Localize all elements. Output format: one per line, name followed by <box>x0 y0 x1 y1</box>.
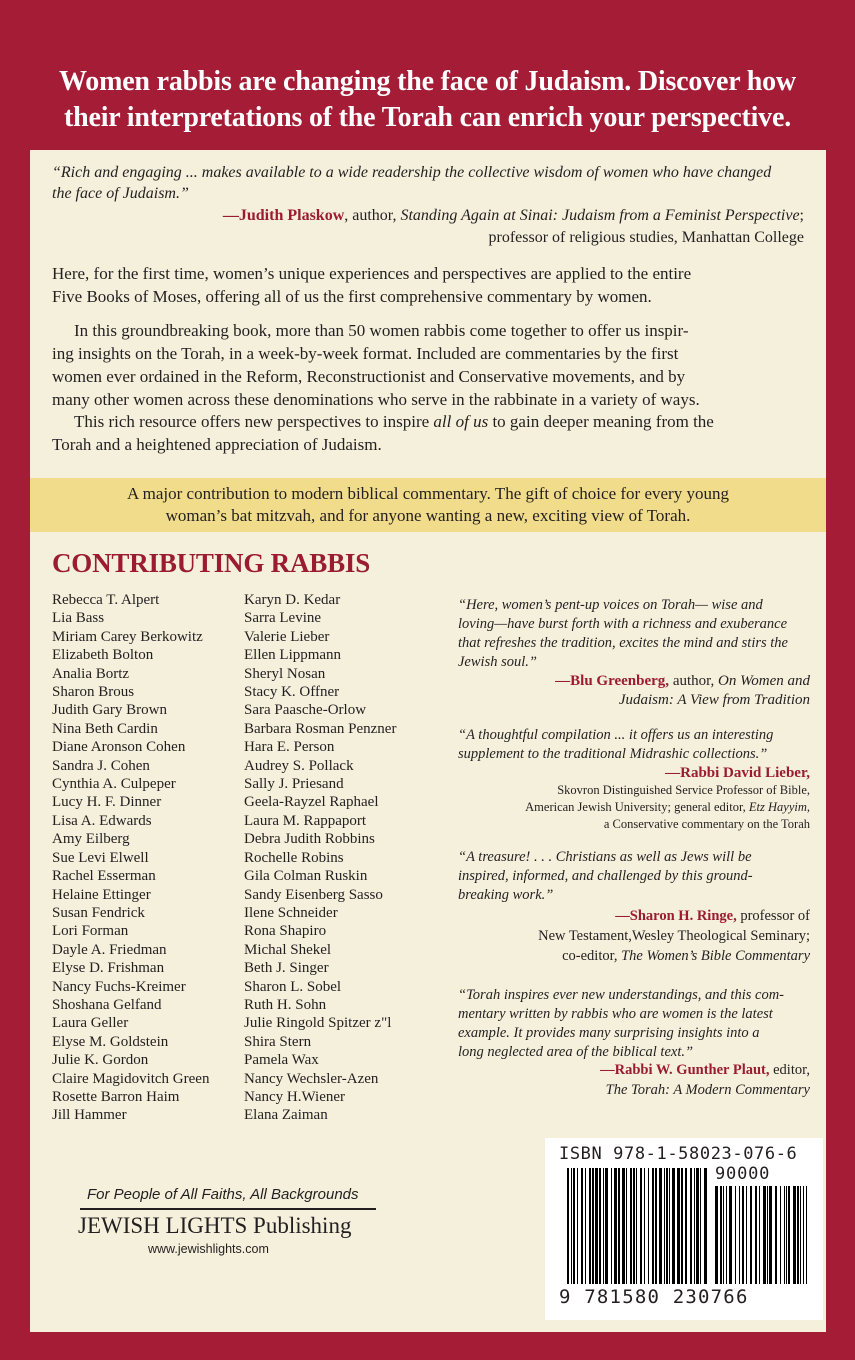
plaut-quote-line: example. It provides many surprising insights into a <box>458 1025 760 1041</box>
greenberg-role: author, <box>669 673 719 689</box>
barcode-stripe <box>694 1168 695 1284</box>
barcode-stripe <box>672 1168 675 1284</box>
contributor-name: Barbara Rosman Penzner <box>244 720 397 737</box>
contributor-name: Susan Fendrick <box>52 904 145 921</box>
headline <box>0 64 855 136</box>
p3-post: to gain deeper meaning from the <box>488 412 714 431</box>
lieber-affiliation-2: American Jewish University; general editor, <box>525 800 749 814</box>
barcode-stripe <box>784 1186 785 1284</box>
publisher-name: JEWISH LIGHTS Publishing <box>78 1213 352 1238</box>
barcode-stripe <box>633 1168 635 1284</box>
ringe-quote-line: “A treasure! . . . Christians as well as Jews will be <box>458 849 752 865</box>
contributor-name: Helaine Ettinger <box>52 886 151 903</box>
plaskow-book-title: Standing Again at Sinai: Judaism from a Feminist Perspective <box>400 207 800 224</box>
lieber-affiliation-3: a Conservative commentary on the Torah <box>603 817 810 831</box>
barcode-stripe <box>788 1186 790 1284</box>
p2-line-2: ing insights on the Torah, in a week-by-week format. Included are commentaries by the first <box>52 344 679 363</box>
contributor-name: Rochelle Robins <box>244 849 344 866</box>
barcode-stripe <box>723 1186 724 1284</box>
contributor-name: Shoshana Gelfand <box>52 996 162 1013</box>
contributor-name: Claire Magidovitch Green <box>52 1070 210 1087</box>
contributor-name: Nina Beth Cardin <box>52 720 158 737</box>
contributor-name: Judith Gary Brown <box>52 702 167 719</box>
barcode-stripe <box>690 1168 692 1284</box>
contributor-name: Laura M. Rappaport <box>244 812 367 829</box>
contributor-name: Rebecca T. Alpert <box>52 592 160 608</box>
description-paragraph-1 <box>52 262 812 308</box>
barcode-stripe <box>664 1168 665 1284</box>
ringe-quote-line: breaking work.” <box>458 887 554 903</box>
contributor-name: Sharon Brous <box>52 684 135 701</box>
ringe-coeditor: co-editor, <box>562 948 622 964</box>
plaut-name: —Rabbi W. Gunther Plaut, <box>600 1062 770 1078</box>
greenberg-quote-line: that refreshes the tradition, excites the mind and stirs the <box>458 635 788 651</box>
contributor-name: Sally J. Priesand <box>244 776 344 793</box>
barcode-stripe <box>775 1186 777 1284</box>
headline-line-1: Women rabbis are changing the face of Judaism. Discover how <box>59 66 796 97</box>
plaut-book-title: The Torah: A Modern Commentary <box>605 1082 810 1098</box>
barcode-stripe <box>797 1186 799 1284</box>
contributor-name: Rachel Esserman <box>52 868 156 885</box>
band-line-2: woman’s bat mitzvah, and for anyone wanting a new, exciting view of Torah. <box>165 506 691 525</box>
barcode-stripe <box>759 1186 760 1284</box>
contributor-name: Dayle A. Friedman <box>52 941 167 958</box>
barcode <box>545 1138 823 1320</box>
barcode-stripe <box>573 1168 575 1284</box>
lieber-quote-line: “A thoughtful compilation ... it offers us an interesting <box>458 727 774 743</box>
contributor-name: Julie Ringold Spitzer z"l <box>244 1015 392 1032</box>
barcode-stripe <box>644 1168 645 1284</box>
price-addon-text: 90000 <box>715 1164 771 1184</box>
ringe-quote-line: inspired, informed, and challenged by this ground- <box>458 868 753 884</box>
barcode-stripe <box>681 1168 683 1284</box>
contributor-name: Amy Eilberg <box>52 831 130 848</box>
contributor-name: Rona Shapiro <box>244 923 327 940</box>
contributor-name: Sarra Levine <box>244 610 322 627</box>
barcode-stripe <box>767 1186 768 1284</box>
p3-line-2: Torah and a heightened appreciation of Judaism. <box>52 435 382 454</box>
lieber-affiliation-1: Skovron Distinguished Service Professor of Bible, <box>557 783 810 797</box>
plaut-quote-line: mentary written by rabbis who are women is the latest <box>458 1006 773 1022</box>
plaut-quote-line: long neglected area of the biblical text.” <box>458 1044 694 1060</box>
barcode-stripe <box>715 1186 718 1284</box>
contributor-name: Lia Bass <box>52 610 105 627</box>
contributor-name: Hara E. Person <box>244 739 335 756</box>
contributor-name: Nancy H.Wiener <box>244 1088 346 1105</box>
barcode-stripe <box>735 1186 736 1284</box>
greenberg-quote-line: Jewish soul.” <box>458 654 537 670</box>
barcode-stripe <box>704 1168 707 1284</box>
isbn-text: ISBN 978-1-58023-076-6 <box>559 1144 798 1164</box>
description-paragraph-3 <box>52 410 812 456</box>
barcode-stripe <box>640 1168 642 1284</box>
barcode-stripe <box>577 1168 578 1284</box>
barcode-stripe <box>755 1186 757 1284</box>
barcode-stripe <box>603 1168 604 1284</box>
barcode-stripe <box>567 1168 569 1284</box>
barcode-stripe <box>614 1168 617 1284</box>
ringe-affiliation: New Testament,Wesley Theological Seminary; <box>538 928 810 944</box>
ringe-book-title: The Women’s Bible Commentary <box>621 948 810 964</box>
barcode-stripe <box>652 1168 654 1284</box>
contributor-name: Elyse D. Frishman <box>52 960 165 977</box>
contributor-name: Lisa A. Edwards <box>52 812 152 829</box>
barcode-stripe <box>599 1168 601 1284</box>
contributor-name: Valerie Lieber <box>244 628 330 645</box>
barcode-stripe <box>589 1168 591 1284</box>
contributor-name: Sharon L. Sobel <box>244 978 342 995</box>
barcode-stripe <box>720 1186 722 1284</box>
plaskow-punct: ; <box>799 207 804 224</box>
plaskow-affiliation: professor of religious studies, Manhattan College <box>488 229 804 246</box>
contributor-name: Ilene Schneider <box>244 904 338 921</box>
publisher-website: www.jewishlights.com <box>148 1242 269 1256</box>
barcode-stripe <box>666 1168 668 1284</box>
contributors-heading: CONTRIBUTING RABBIS <box>52 548 371 578</box>
ringe-name: —Sharon H. Ringe, <box>615 908 737 924</box>
lieber-book-title: Etz Hayyim <box>748 800 807 814</box>
barcode-stripe <box>630 1168 632 1284</box>
plaut-quote-line: “Torah inspires ever new understandings, and this com- <box>458 987 784 1003</box>
contributor-name: Elana Zaiman <box>244 1107 328 1124</box>
contributor-name: Sue Levi Elwell <box>52 849 149 866</box>
contributor-name: Lucy H. F. Dinner <box>52 794 162 811</box>
barcode-stripe <box>700 1168 701 1284</box>
barcode-stripe <box>786 1186 787 1284</box>
contributor-name: Julie K. Gordon <box>52 1052 149 1069</box>
barcode-stripe <box>611 1168 612 1284</box>
contributor-name: Geela-Rayzel Raphael <box>244 794 379 811</box>
barcode-stripe <box>595 1168 598 1284</box>
barcode-stripe <box>571 1168 572 1284</box>
plaskow-role: , author, <box>344 207 401 224</box>
greenberg-name: —Blu Greenberg, <box>555 673 670 689</box>
barcode-stripe <box>746 1186 747 1284</box>
contributor-name: Jill Hammer <box>52 1107 127 1124</box>
contributor-name: Michal Shekel <box>244 941 332 958</box>
barcode-stripe <box>581 1168 583 1284</box>
ean-digits: 9 781580 230766 <box>559 1286 749 1308</box>
contributors-column-1 <box>52 591 209 1125</box>
contributor-name: Laura Geller <box>52 1015 129 1032</box>
highlight-band <box>30 478 826 532</box>
barcode-stripe <box>800 1186 801 1284</box>
lieber-punct: , <box>806 800 810 814</box>
contributor-name: Cynthia A. Culpeper <box>52 776 176 793</box>
p2-line-4: many other women across these denominations who serve in the rabbinate in a variety of ways. <box>52 390 700 409</box>
greenberg-quote-line: loving—have burst forth with a richness and exuberance <box>458 616 788 632</box>
contributor-name: Gila Colman Ruskin <box>244 868 368 885</box>
contributor-name: Nancy Fuchs-Kreimer <box>52 978 186 995</box>
contributor-name: Diane Aronson Cohen <box>52 739 186 756</box>
barcode-stripe <box>696 1168 699 1284</box>
lieber-name: —Rabbi David Lieber, <box>665 765 810 781</box>
contributor-name: Elyse M. Goldstein <box>52 1033 169 1050</box>
greenberg-title-2: Judaism: A View from Tradition <box>618 692 810 708</box>
barcode-stripe <box>585 1168 586 1284</box>
barcode-stripe <box>780 1186 781 1284</box>
barcode-stripe <box>659 1168 662 1284</box>
ringe-attribution <box>538 906 810 966</box>
plaskow-quote <box>52 162 812 204</box>
greenberg-quote-line: “Here, women’s pent-up voices on Torah— wise and <box>458 597 763 613</box>
ringe-quote <box>458 848 808 905</box>
barcode-stripe <box>739 1186 740 1284</box>
p1-line-2: Five Books of Moses, offering all of us the first comprehensive commentary by women. <box>52 287 652 306</box>
barcode-stripe <box>793 1186 796 1284</box>
barcode-stripe <box>750 1186 752 1284</box>
contributor-name: Pamela Wax <box>244 1052 319 1069</box>
contributor-name: Rosette Barron Haim <box>52 1088 180 1105</box>
contributor-name: Nancy Wechsler-Azen <box>244 1070 379 1087</box>
greenberg-quote <box>458 596 808 672</box>
footer-divider <box>80 1208 376 1210</box>
p3-pre: This rich resource offers new perspectives to inspire <box>74 412 434 431</box>
lieber-quote-line: supplement to the traditional Midrashic collections.” <box>458 746 768 762</box>
contributor-name: Sandra J. Cohen <box>52 757 150 774</box>
barcode-stripe <box>763 1186 766 1284</box>
barcode-stripe <box>685 1168 687 1284</box>
plaut-role: editor, <box>769 1062 810 1078</box>
barcode-stripe <box>742 1186 744 1284</box>
contributor-name: Audrey S. Pollack <box>244 757 354 774</box>
contributor-name: Shira Stern <box>244 1033 312 1050</box>
contributor-name: Sara Paasche-Orlow <box>244 702 367 719</box>
plaskow-quote-line-2: the face of Judaism.” <box>52 185 189 202</box>
p2-line-1: In this groundbreaking book, more than 50 women rabbis come together to offer us inspir- <box>74 321 689 340</box>
contributor-name: Karyn D. Kedar <box>244 592 341 608</box>
greenberg-attribution <box>555 672 810 710</box>
p1-line-1: Here, for the first time, women’s unique experiences and perspectives are applied to the entire <box>52 264 692 283</box>
barcode-stripe <box>648 1168 649 1284</box>
contributor-name: Analia Bortz <box>52 665 130 682</box>
p2-line-3: women ever ordained in the Reform, Reconstructionist and Conservative movements, and by <box>52 367 686 386</box>
contributor-name: Ruth H. Sohn <box>244 996 327 1013</box>
barcode-stripe <box>636 1168 637 1284</box>
plaskow-quote-line-1: “Rich and engaging ... makes available to a wide readership the collective wisdom of women who have changed <box>52 164 772 181</box>
contributor-name: Elizabeth Bolton <box>52 647 154 664</box>
contributors-column-2 <box>244 591 396 1125</box>
barcode-stripe <box>677 1168 680 1284</box>
barcode-stripe <box>769 1186 772 1284</box>
plaut-quote <box>458 986 818 1062</box>
barcode-stripe <box>618 1168 620 1284</box>
barcode-stripe <box>626 1168 627 1284</box>
description-paragraph-2 <box>52 319 812 411</box>
barcode-stripe <box>605 1168 608 1284</box>
headline-line-2: their interpretations of the Torah can enrich your perspective. <box>63 102 791 133</box>
greenberg-title-1: On Women and <box>718 673 810 689</box>
lieber-attribution <box>525 764 810 833</box>
barcode-stripe <box>803 1186 804 1284</box>
barcode-stripe <box>592 1168 594 1284</box>
plaskow-name: —Judith Plaskow <box>222 207 345 224</box>
p3-emphasis: all of us <box>433 412 489 431</box>
band-line-1: A major contribution to modern biblical commentary. The gift of choice for every young <box>127 484 729 503</box>
barcode-stripe <box>726 1186 727 1284</box>
barcode-stripe <box>806 1186 807 1284</box>
contributor-name: Sheryl Nosan <box>244 665 326 682</box>
contributor-name: Sandy Eisenberg Sasso <box>244 886 383 903</box>
contributor-name: Miriam Carey Berkowitz <box>52 628 203 645</box>
contributor-name: Ellen Lippmann <box>244 647 342 664</box>
barcode-stripe <box>729 1186 732 1284</box>
contributor-name: Debra Judith Robbins <box>244 831 375 848</box>
plaskow-attribution <box>223 205 804 249</box>
barcode-stripe <box>655 1168 657 1284</box>
contributor-name: Beth J. Singer <box>244 960 329 977</box>
content-panel <box>30 150 826 1332</box>
lieber-quote <box>458 726 808 764</box>
ringe-role: professor of <box>736 908 810 924</box>
barcode-stripe <box>622 1168 625 1284</box>
barcode-stripe <box>669 1168 670 1284</box>
contributor-name: Stacy K. Offner <box>244 684 340 701</box>
contributor-name: Lori Forman <box>52 923 129 940</box>
plaut-attribution <box>600 1060 810 1100</box>
publisher-tagline: For People of All Faiths, All Backgrounds <box>87 1186 359 1203</box>
